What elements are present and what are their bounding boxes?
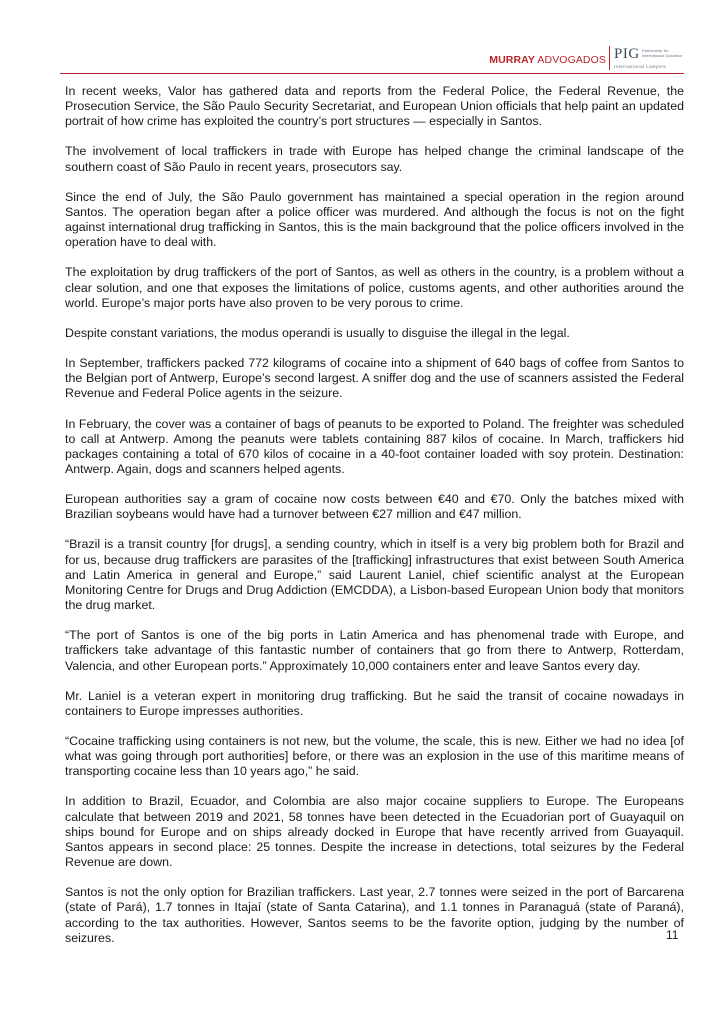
paragraph: European authorities say a gram of cocaine now costs between €40 and €70. Only the batches mixed with Brazilian soybeans would have had a turnover between €27 million and €47 million. [65,492,684,522]
paragraph: In September, traffickers packed 772 kilograms of cocaine into a shipment of 640 bags of coffee from Santos to the Belgian port of Antwerp, Europe’s second largest. A sniffer dog and the use of scanners assisted the Federal Revenue and Federal Police agents in the seizure. [65,356,684,401]
paragraph: Despite constant variations, the modus operandi is usually to disguise the illegal in the legal. [65,325,570,340]
paragraph: Mr. Laniel is a veteran expert in monitoring drug trafficking. But he said the transit of cocaine nowadays in containers to Europe impresses authorities. [65,688,684,718]
paragraph: In February, the cover was a container of bags of peanuts to be exported to Poland. The freighter was scheduled to call at Antwerp. Among the peanuts were tablets containing 887 kilos of cocaine. In March, traffickers hid packages containing a total of 670 kilos of cocaine in a 40-foot container loaded with soy protein. Destination: Antwerp. Again, dogs and scanners helped agents. [65,416,684,476]
brand-rest: ADVOGADOS [534,54,606,66]
document-body [65,84,684,961]
pig-logo-small-text: Partnership for International Guidance [642,48,683,58]
page-header [0,44,728,80]
page-number: 11 [666,928,679,942]
logo-divider [609,46,610,70]
paragraph: In recent weeks, Valor has gathered data and reports from the Federal Police, the Federal Revenue, the Prosecution Service, the São Paulo Security Secretariat, and European Union officials that help paint an updated portrait of how crime has exploited the country’s port structures — especially in Santos. [65,84,684,129]
paragraph: The involvement of local traffickers in trade with Europe has helped change the criminal landscape of the southern coast of São Paulo in recent years, prosecutors say. [65,144,684,174]
paragraph: The exploitation by drug traffickers of the port of Santos, as well as others in the country, is a problem without a clear solution, and one that exposes the limitations of police, customs agents, and other authorities around the world. Europe’s major ports have also proven to be very porous to crime. [65,265,684,310]
paragraph: “Cocaine trafficking using containers is not new, but the volume, the scale, this is new. Either we had no idea [of what was going through port authorities] before, or there was an explosion in the use of this maritime means of transporting cocaine less than 10 years ago,” he said. [65,734,684,779]
pig-logo [614,44,684,72]
paragraph: “The port of Santos is one of the big ports in Latin America and has phenomenal trade with Europe, and traffickers take advantage of this fantastic number of containers that go from there to Antwerp, Rotterdam, Valencia, and other European ports.” Approximately 10,000 containers enter and leave Santos every day. [65,628,684,673]
paragraph: Since the end of July, the São Paulo government has maintained a special operation in the region around Santos. The operation began after a police officer was murdered. And although the focus is not on the fight against international drug trafficking in Santos, this is the main background that the police officers involved in the operation have to deal with. [65,189,684,250]
brand-bold: MURRAY [489,54,535,66]
murray-advogados-logo [489,54,606,66]
paragraph: Santos is not the only option for Brazilian traffickers. Last year, 2.7 tonnes were seized in the port of Barcarena (state of Pará), 1.7 tonnes in Itajaí (state of Santa Catarina), and 1.1 tonnes in Paranaguá (state of Paraná), according to the tax authorities. However, Santos seems to be the favorite option, judging by the number of seizures. [65,885,684,945]
pig-logo-letters: PIG [614,46,640,62]
header-rule [60,73,684,74]
pig-logo-tagline: International Lawyers [614,64,667,69]
paragraph: In addition to Brazil, Ecuador, and Colombia are also major cocaine suppliers to Europe. The Europeans calculate that between 2019 and 2021, 58 tonnes have been detected in the Ecuadorian port of Guayaquil on ships bound for Europe and on ships already docked in Europe that have recently arrived from Guayaquil. Santos appears in second place: 25 tonnes. Despite the increase in detections, total seizures by the Federal Revenue are down. [65,794,684,870]
paragraph: “Brazil is a transit country [for drugs], a sending country, which in itself is a very big problem both for Brazil and for us, because drug traffickers are parasites of the [trafficking] infrastructures that exist between South America and Latin America in general and Europe,” said Laurent Laniel, chief scientific analyst at the European Monitoring Centre for Drugs and Drug Addiction (EMCDDA), a Lisbon-based European Union body that monitors the drug market. [65,537,684,613]
